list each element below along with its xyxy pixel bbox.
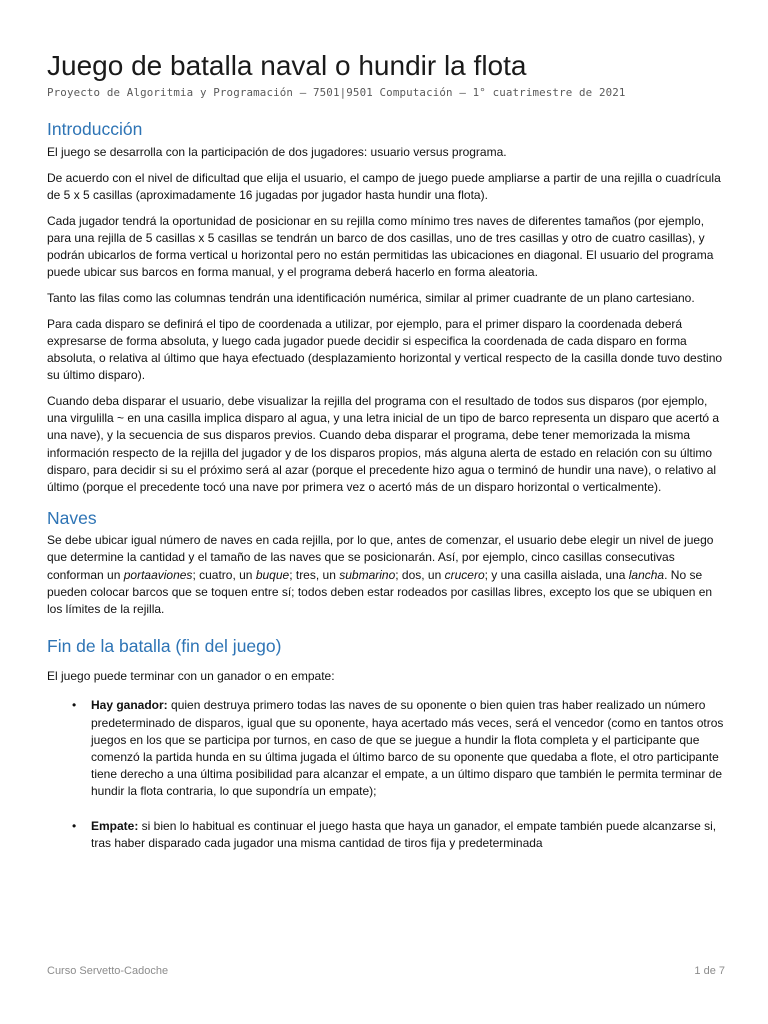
naves-text-4: ; dos, un	[395, 567, 445, 582]
naves-term-crucero: crucero	[444, 567, 485, 582]
footer-course-name: Curso Servetto-Cadoche	[47, 965, 169, 977]
document-title: Juego de batalla naval o hundir la flota	[47, 50, 527, 81]
list-item-text: si bien lo habitual es continuar el juego hasta que haya un ganador, el empate también puede alcanzarse si, tras haber disparado cada jugador una misma cantidad de tiros fija y predeterminada	[91, 818, 717, 850]
naves-paragraph	[47, 532, 725, 618]
footer-page-number: 1 de 7	[694, 965, 725, 977]
naves-text-1: Se debe ubicar igual número de naves en cada rejilla, por lo que, antes de comenzar, el usuario debe elegir un nivel de juego que determine la cantidad y el tamaño de las naves que se posicionarán. Así, por ejemplo, cinco casillas consecutivas conforman un	[47, 533, 714, 582]
list-item-empate	[72, 818, 725, 852]
naves-term-lancha: lancha	[628, 567, 665, 582]
intro-paragraph-3: Cada jugador tendrá la oportunidad de posicionar en su rejilla como mínimo tres naves de diferentes tamaños (por ejemplo, para una rejilla de 5 casillas x 5 casillas se tendrán un barco de dos casillas, uno de tres casillas y otro de cuatro casillas), y podrán ubicarlos de forma vertical u horizontal pero no están permitidas las ubicaciones en diagonal. El usuario del programa puede ubicar sus barcos en forma manual, y el programa deberá hacerlo en forma aleatoria.	[47, 213, 714, 280]
section-heading-fin-batalla: Fin de la batalla (fin del juego)	[47, 636, 282, 657]
list-item-label: Empate:	[91, 818, 139, 833]
list-item-text: quien destruya primero todas las naves de su oponente o bien quien tras haber realizado un número predeterminado de disparos, igual que su oponente, haya acertado más veces, será el vencedor (como en tantos otros juegos en los que se participa por turnos, en caso de que se juegue a hundir la flota completa y el participante que comenzó la partida hunda en su última jugada el último barco de su oponente que quedaba a flote, el otro participante tiene derecho a una última posibilidad para alcanzar el empate, a un último disparo que también le permita terminar de hundir la flota contraria, lo que supondría un empate);	[91, 698, 724, 799]
section-heading-naves: Naves	[47, 508, 97, 529]
document-subtitle: Proyecto de Algoritmia y Programación – 7501|9501 Computación – 1° cuatrimestre de 2021	[47, 86, 626, 99]
naves-text-6: . No se pueden colocar barcos que se toquen entre sí; todos deben estar rodeados por casillas libres, excepto los que se ubiquen en los límites de la rejilla.	[47, 567, 713, 616]
bullet-icon: •	[72, 698, 77, 713]
naves-text-3: ; tres, un	[289, 567, 340, 582]
intro-paragraph-2: De acuerdo con el nivel de dificultad que elija el usuario, el campo de juego puede ampliarse a partir de una rejilla o cuadrícula de 5 x 5 casillas (aproximadamente 16 jugadas por jugador hasta hundir una flota).	[47, 170, 721, 202]
naves-text-5: ; y una casilla aislada, una	[484, 567, 629, 582]
naves-text-2: ; cuatro, un	[192, 567, 256, 582]
bullet-icon: •	[72, 818, 77, 833]
intro-paragraph-1: El juego se desarrolla con la participación de dos jugadores: usuario versus programa.	[47, 145, 507, 159]
document-body	[47, 117, 725, 869]
intro-paragraph-5: Para cada disparo se definirá el tipo de coordenada a utilizar, por ejemplo, para el primer disparo la coordenada deberá expresarse de forma absoluta, y luego cada jugador puede decidir si especifica la coordenada de cada disparo en forma absoluta, o relativa al último que haya efectuado (desplazamiento horizontal y vertical respecto de la casilla donde tuvo destino su último disparo).	[47, 316, 723, 383]
fin-paragraph: El juego puede terminar con un ganador o en empate:	[47, 669, 335, 684]
list-item-hay-ganador	[72, 697, 725, 800]
naves-term-submarino: submarino	[339, 567, 396, 582]
section-heading-introduccion: Introducción	[47, 119, 143, 139]
naves-term-portaaviones: portaaviones	[123, 567, 193, 582]
document-page	[47, 0, 725, 1024]
fin-conditions-list	[47, 697, 725, 852]
list-item-label: Hay ganador:	[91, 698, 168, 713]
naves-term-buque: buque	[255, 567, 290, 582]
intro-paragraph-4: Tanto las filas como las columnas tendrán una identificación numérica, similar al primer cuadrante de un plano cartesiano.	[47, 290, 695, 305]
intro-paragraph-6: Cuando deba disparar el usuario, debe visualizar la rejilla del programa con el resultado de todos sus disparos (por ejemplo, una virgulilla ~ en una casilla implica disparo al agua, y una letra inicial de un tipo de barco representa un disparo que acertó a una nave), y la secuencia de sus disparos previos. Cuando deba disparar el programa, debe tener memorizada la misma información respecto de la rejilla del jugador y de los disparos propios, más alguna alerta de estado en relación con su último disparo, para decidir si su el próximo será al azar (porque el precedente hizo agua o terminó de hundir una nave), o relativo al último (porque el precedente tocó una nave por primera vez o acertó más de un disparo horizontal o verticalmente).	[47, 393, 720, 494]
